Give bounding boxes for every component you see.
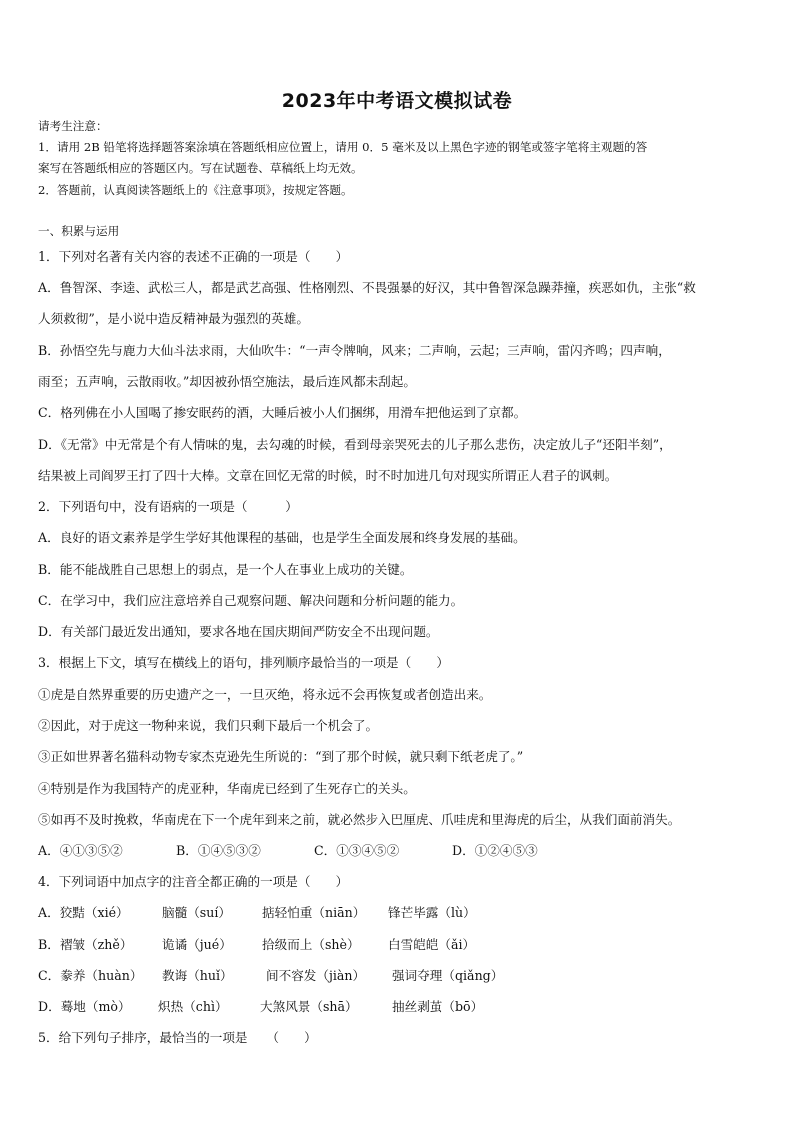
notice-heading: 请考生注意： [38, 119, 108, 133]
question-4-option-c [38, 967, 764, 985]
question-4-option-a [38, 904, 764, 922]
question-2-option-b: B．能不能战胜自己思想上的弱点，是一个人在事业上成功的关键。 [38, 562, 413, 577]
notice-item-1-line-1: 1．请用 2B 铅笔将选择题答案涂填在答题纸相应位置上，请用 0．5 毫米及以上黑色字迹的钢笔或签字笔将主观题的答 [38, 140, 648, 154]
question-1-option-a-line-2: 人须救彻”，是小说中造反精神最为强烈的英雄。 [38, 311, 309, 326]
page-title: 2023年中考语文模拟试卷 [281, 90, 513, 112]
question-3-sentence-5: ⑤如再不及时挽救，华南虎在下一个虎年到来之前，就必然步入巴厘虎、爪哇虎和里海虎的后尘，从我们面前消失。 [38, 812, 681, 827]
question-4-b-word-1: B．褶皱（zhě） [38, 937, 133, 952]
question-1-stem: 1．下列对名著有关内容的表述不正确的一项是（ ） [38, 249, 349, 264]
question-3-sentence-2: ②因此，对于虎这一物种来说，我们只剩下最后一个机会了。 [38, 718, 379, 733]
question-4-option-b [38, 936, 764, 954]
question-4-a-word-4: 锋芒毕露（lù） [388, 905, 476, 920]
question-1-option-b-line-1: B．孙悟空先与鹿力大仙斗法求雨，大仙吹牛：“一声令牌响，风来；二声响，云起；三声响，雷闪齐鸣；四声响， [38, 343, 671, 358]
question-4-a-word-3: 掂轻怕重（niān） [262, 905, 366, 920]
question-3-sentence-3: ③正如世界著名猫科动物专家杰克逊先生所说的：“到了那个时候，就只剩下纸老虎了。” [38, 749, 524, 764]
question-3-sentence-4: ④特别是作为我国特产的虎亚种，华南虎已经到了生死存亡的关头。 [38, 781, 416, 796]
question-3-sentence-1: ①虎是自然界重要的历史遗产之一，一旦灭绝，将永远不会再恢复或者创造出来。 [38, 687, 492, 702]
question-4-a-word-2: 脑髓（suí） [162, 905, 231, 920]
question-2-stem: 2．下列语句中，没有语病的一项是（ ） [38, 499, 298, 514]
question-3-stem: 3．根据上下文，填写在横线上的语句，排列顺序最恰当的一项是（ ） [38, 655, 450, 670]
question-4-c-word-1: C．豢养（huàn） [38, 968, 143, 983]
question-4-c-word-2: 教诲（huǐ） [162, 968, 233, 983]
question-1-option-b-line-2: 雨至；五声响，云散雨收。”却因被孙悟空施法，最后连风都未刮起。 [38, 374, 416, 389]
question-4-c-word-3: 间不容发（jiàn） [266, 968, 366, 983]
question-4-b-word-3: 拾级而上（shè） [262, 937, 360, 952]
question-3-options [38, 842, 764, 860]
question-4-d-word-1: D．蓦地（mò） [38, 999, 131, 1014]
notice-item-1-line-2: 案写在答题纸相应的答题区内。写在试题卷、草稿纸上均无效。 [38, 161, 363, 175]
question-4-a-word-1: A．狡黠（xié） [38, 905, 129, 920]
question-4-d-word-3: 大煞风景（shā） [260, 999, 358, 1014]
question-3-option-d: D．①②④⑤③ [452, 843, 538, 858]
question-3-option-c: C．①③④⑤② [314, 843, 400, 858]
question-1-option-d-line-2: 结果被上司阎罗王打了四十大棒。文章在回忆无常的时候，时不时加进几句对现实所谓正人君子的讽刺。 [38, 468, 618, 483]
question-4-stem: 4．下列词语中加点字的注音全都正确的一项是（ ） [38, 874, 349, 889]
question-1-option-d-line-1: D．《无常》中无常是个有人情味的鬼，去勾魂的时候，看到母亲哭死去的儿子那么悲伤，决定放儿子“还阳半刻”， [38, 437, 672, 452]
question-4-option-d [38, 998, 764, 1016]
question-2-option-d: D．有关部门最近发出通知，要求各地在国庆期间严防安全不出现问题。 [38, 624, 439, 639]
question-2-option-c: C．在学习中，我们应注意培养自己观察问题、解决问题和分析问题的能力。 [38, 593, 464, 608]
question-4-d-word-2: 炽热（chì） [158, 999, 228, 1014]
question-3-option-a: A．④①③⑤② [38, 843, 123, 858]
question-3-option-b: B．①④⑤③② [176, 843, 261, 858]
question-4-c-word-4: 强词夺理（qiǎng） [392, 968, 504, 983]
section-heading: 一、积累与运用 [38, 224, 120, 238]
question-4-b-word-2: 诡谲（jué） [162, 937, 232, 952]
question-4-d-word-4: 抽丝剥茧（bō） [392, 999, 484, 1014]
question-2-option-a: A．良好的语文素养是学生学好其他课程的基础，也是学生全面发展和终身发展的基础。 [38, 530, 526, 545]
question-1-option-a-line-1: A．鲁智深、李逵、武松三人，都是武艺高强、性格刚烈、不畏强暴的好汉，其中鲁智深急躁莽撞，疾恶如仇，主张“救 [38, 280, 696, 295]
notice-item-2: 2．答题前，认真阅读答题纸上的《注意事项》，按规定答题。 [38, 183, 353, 197]
question-5-stem: 5．给下列句子排序，最恰当的一项是 （ ） [38, 1030, 317, 1045]
question-4-b-word-4: 白雪皑皑（ǎi） [388, 937, 476, 952]
question-1-option-c: C．格列佛在小人国喝了掺安眠药的酒，大睡后被小人们捆绑，用滑车把他运到了京都。 [38, 405, 527, 420]
